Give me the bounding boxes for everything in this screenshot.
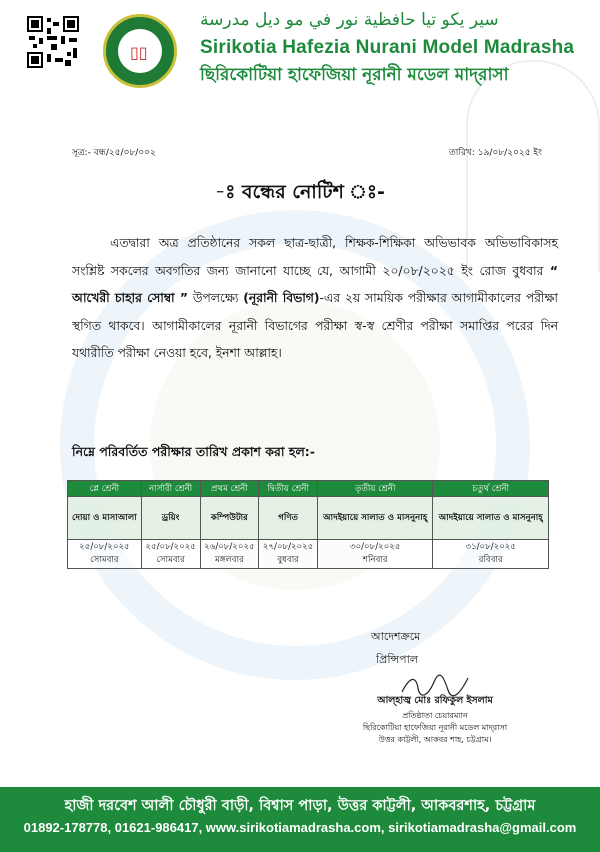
date-cell [259,540,318,569]
subject-cell: আদইয়ায়ে সালাত ও মাসনুনাহ্ [317,497,433,540]
table-header: প্রথম শ্রেনী [200,481,259,497]
day-value: বুধবার [277,555,299,565]
header-arabic-name: سير يكو تيا حافظية نور في مو ديل مدرسة [200,10,499,30]
body-part-1: এতদ্বারা অত্র প্রতিষ্ঠানের সকল ছাত্র-ছাত্রী, শিক্ষক-শিক্ষিকা অভিভাবক অভিভাবিকাসহ সংশ্লিষ্ট সকলের অবগতির জন্য জানানো যাচ্ছে যে, আগামী ২০/০৮/২০২৫ ইং রোজ বুধবার [72,236,558,278]
body-part-3: -এর ২য় সাময়িক পরীক্ষার আগামীকালের পরীক্ষা স্থগিত থাকবে। আগামীকালের নূরানী বিভাগের পরীক্ষা স্ব-স্ব শ্রেণীর পরীক্ষা সমাপ্তির পরের দিন যথারীতি পরীক্ষা নেওয়া হবে, ইনশা আল্লাহ। [72,291,558,360]
date-value: ২৫/০৮/২০২৫ [145,542,196,552]
signatory-role: প্রতিষ্ঠাতা চেয়ারম্যান [402,711,468,720]
madrasa-logo-icon: ▯▯ [103,14,177,88]
notice-body [72,230,558,368]
date-cell [68,540,142,569]
day-value: সোমবার [156,555,185,565]
table-row-subjects [68,497,549,540]
signatory-details [345,710,525,746]
date-cell [200,540,259,569]
header-english-name: Sirikotia Hafezia Nurani Model Madrasha [200,37,575,58]
day-value: শনিবার [362,555,388,565]
date-value: ২৬/০৮/২০২৫ [204,542,255,552]
footer-contact: 01892-178778, 01621-986417, www.sirikotiamadrasha.com, sirikotiamadrasha@gmail.com [23,820,577,835]
notice-date: তারিখ: ১৯/০৮/২০২৫ ইং [449,148,542,158]
subject-cell: দোয়া ও মাসাআলা [68,497,142,540]
date-cell [433,540,549,569]
signatory-address: উত্তর কাট্টলী, আকবর শাহ, চট্টগ্রাম। [378,735,492,744]
reference-number: সূত্র:- বন্ধ/২৫/০৮/০০২ [72,148,156,158]
date-value: ৩০/০৮/২০২৫ [349,542,401,552]
body-bold-2: (নূরানী বিভাগ) [243,291,320,305]
subject-cell: গণিত [259,497,318,540]
table-header: নার্সারী শ্রেনী [141,481,200,497]
exam-schedule-table [67,480,549,569]
table-header: প্লে শ্রেনী [68,481,142,497]
subject-cell: কম্পিউটার [200,497,259,540]
notice-title: -ঃ বন্ধের নোটিশ ঃ- [215,181,385,203]
body-part-2: উপলক্ষ্যে [187,291,244,305]
signatory-org: ছিরিকোটিয়া হাফেজিয়া নূরানী মডেল মাদ্‌রাসা [362,723,508,732]
table-header-row [68,481,549,497]
date-cell [317,540,433,569]
qr-code-icon [27,16,79,68]
table-subheading: নিম্নে পরিবর্তিত পরীক্ষার তারিখ প্রকাশ করা হল:- [72,444,315,459]
date-value: ৩১/০৮/২০২৫ [465,542,516,552]
signatory-name: আল্‌হাজ্ব মোঃ রফিকুল ইসলাম [377,695,493,706]
table-header: চতুর্থ শ্রেনী [433,481,549,497]
day-value: মঙ্গলবার [214,555,244,565]
body-bold-1: “ আখেরী চাহার সোম্বা ” [72,263,558,305]
date-cell [141,540,200,569]
date-value: ২৭/০৮/২০২৫ [262,542,314,552]
date-value: ২৫/০৮/২০২৫ [79,542,130,552]
footer-address: হাজী দরবেশ আলী চৌধুরী বাড়ী, বিশ্বাস পাড়া, উত্তর কাট্টলী, আকবরশাহ, চট্টগ্রাম [64,798,536,814]
footer-bar [0,787,600,852]
day-value: রবিবার [478,555,503,565]
subject-cell: আদইয়ায়ে সালাত ও মাসনুনাহ্ [433,497,549,540]
by-order-label: আদেশক্রমে [371,630,421,643]
table-header: দ্বিতীয় শ্রেনী [259,481,318,497]
table-header: তৃতীয় শ্রেনী [317,481,433,497]
day-value: সোমবার [90,555,119,565]
principal-label: প্রিন্সিপাল [376,653,419,666]
table-row-dates [68,540,549,569]
header-bangla-name: ছিরিকোটিয়া হাফেজিয়া নূরানী মডেল মাদ্‌রাসা [200,65,509,85]
subject-cell: ড্রয়িং [141,497,200,540]
